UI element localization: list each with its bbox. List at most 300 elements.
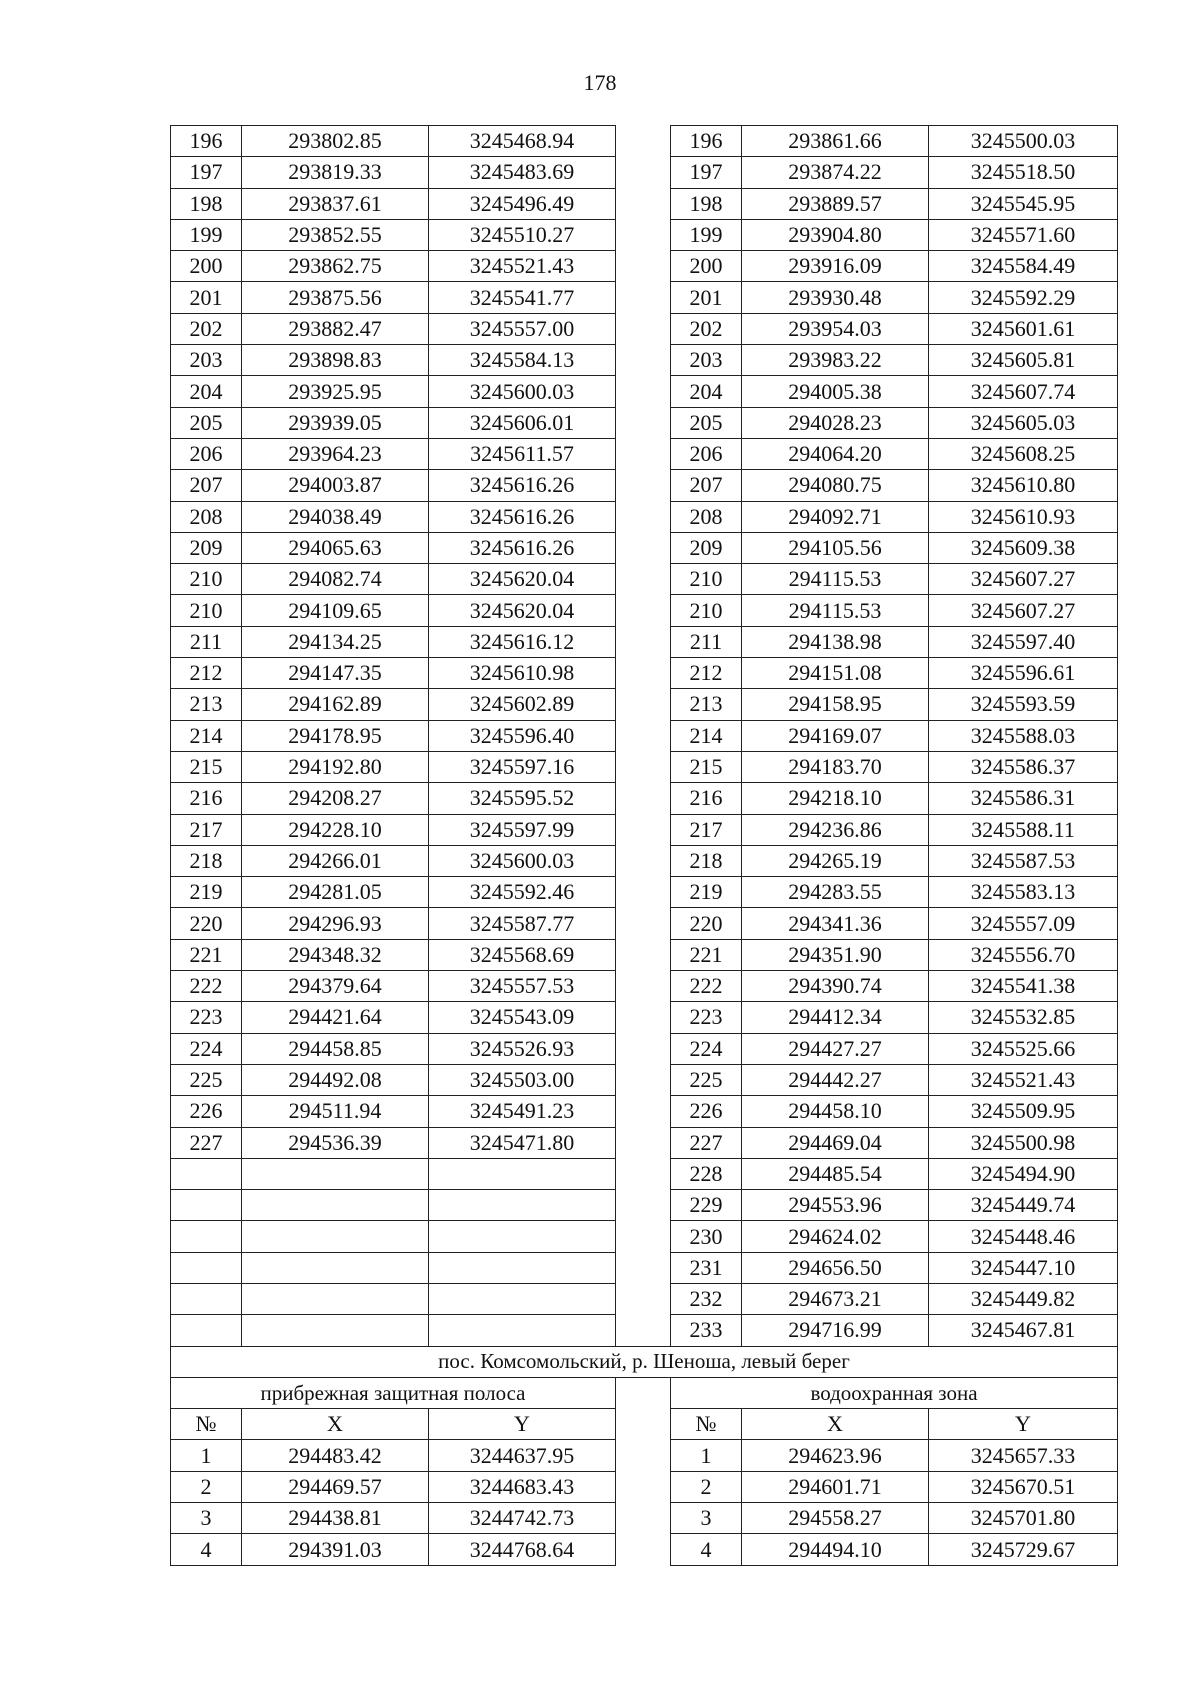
right-x-cell: 294115.53 <box>742 595 929 626</box>
left-y-header: Y <box>429 1409 616 1440</box>
left-x-cell: 293837.61 <box>242 188 429 219</box>
right-number-cell: 226 <box>671 1096 742 1127</box>
coordinate-row <box>171 1190 1118 1221</box>
right-y-cell: 3245605.03 <box>929 407 1118 438</box>
column-gap <box>616 1190 671 1221</box>
right-y-cell: 3245592.29 <box>929 282 1118 313</box>
right-number-cell: 210 <box>671 595 742 626</box>
coordinate-row <box>171 188 1118 219</box>
right-x-cell: 294390.74 <box>742 971 929 1002</box>
right-number-cell: 215 <box>671 751 742 782</box>
left-number-cell: 225 <box>171 1064 242 1095</box>
left-number-cell: 3 <box>171 1503 242 1534</box>
right-y-cell: 3245525.66 <box>929 1033 1118 1064</box>
right-number-cell: 1 <box>671 1440 742 1471</box>
right-y-cell: 3245607.27 <box>929 564 1118 595</box>
right-x-cell: 294169.07 <box>742 720 929 751</box>
right-x-cell: 293954.03 <box>742 313 929 344</box>
left-y-cell: 3245510.27 <box>429 219 616 250</box>
left-number-cell: 206 <box>171 438 242 469</box>
left-number-cell <box>171 1190 242 1221</box>
left-y-cell: 3245521.43 <box>429 251 616 282</box>
left-y-cell: 3245587.77 <box>429 908 616 939</box>
column-gap <box>616 595 671 626</box>
left-number-cell <box>171 1158 242 1189</box>
left-number-cell: 214 <box>171 720 242 751</box>
coordinate-row <box>171 595 1118 626</box>
right-x-cell: 294553.96 <box>742 1190 929 1221</box>
left-x-cell: 294003.87 <box>242 470 429 501</box>
right-number-cell: 220 <box>671 908 742 939</box>
left-y-cell: 3245611.57 <box>429 438 616 469</box>
coordinate-row <box>171 939 1118 970</box>
coordinate-row <box>171 1221 1118 1252</box>
right-y-cell: 3245541.38 <box>929 971 1118 1002</box>
right-x-cell: 294469.04 <box>742 1127 929 1158</box>
column-gap <box>616 157 671 188</box>
left-y-cell <box>429 1190 616 1221</box>
left-y-cell: 3245616.26 <box>429 501 616 532</box>
left-x-cell: 294162.89 <box>242 689 429 720</box>
left-y-cell: 3245606.01 <box>429 407 616 438</box>
right-number-cell: 209 <box>671 532 742 563</box>
right-number-cell: 230 <box>671 1221 742 1252</box>
right-number-cell: 207 <box>671 470 742 501</box>
left-x-cell: 294469.57 <box>242 1471 429 1502</box>
column-gap <box>616 313 671 344</box>
left-x-cell <box>242 1221 429 1252</box>
right-number-cell: 208 <box>671 501 742 532</box>
right-x-cell: 294138.98 <box>742 626 929 657</box>
right-number-cell: 202 <box>671 313 742 344</box>
right-y-cell: 3245509.95 <box>929 1096 1118 1127</box>
left-x-cell: 294147.35 <box>242 658 429 689</box>
left-y-cell: 3245503.00 <box>429 1064 616 1095</box>
column-gap <box>616 1033 671 1064</box>
right-x-cell: 294064.20 <box>742 438 929 469</box>
left-y-cell <box>429 1158 616 1189</box>
right-y-cell: 3245607.74 <box>929 376 1118 407</box>
left-y-cell: 3245600.03 <box>429 845 616 876</box>
left-x-cell: 294391.03 <box>242 1534 429 1565</box>
right-number-cell: 204 <box>671 376 742 407</box>
column-gap <box>616 908 671 939</box>
column-gap <box>616 1002 671 1033</box>
right-zone-caption: водоохранная зона <box>671 1377 1118 1408</box>
column-gap <box>616 345 671 376</box>
right-number-cell: 232 <box>671 1283 742 1314</box>
left-y-cell: 3245596.40 <box>429 720 616 751</box>
coordinate-row <box>171 564 1118 595</box>
coordinate-row <box>171 407 1118 438</box>
page-number: 178 <box>583 70 617 95</box>
right-x-cell: 294558.27 <box>742 1503 929 1534</box>
left-x-cell <box>242 1315 429 1346</box>
shore-coordinate-row <box>171 1440 1118 1471</box>
left-y-cell: 3245471.80 <box>429 1127 616 1158</box>
shore-coordinate-row <box>171 1503 1118 1534</box>
column-gap <box>616 1221 671 1252</box>
coordinate-row <box>171 689 1118 720</box>
left-y-cell: 3245496.49 <box>429 188 616 219</box>
left-number-cell: 202 <box>171 313 242 344</box>
coordinate-row <box>171 470 1118 501</box>
right-x-cell: 293930.48 <box>742 282 929 313</box>
left-x-cell: 293898.83 <box>242 345 429 376</box>
coordinate-row <box>171 1158 1118 1189</box>
coordinate-row <box>171 501 1118 532</box>
left-x-header: X <box>242 1409 429 1440</box>
right-x-cell: 294442.27 <box>742 1064 929 1095</box>
left-number-cell: 207 <box>171 470 242 501</box>
left-number-cell <box>171 1283 242 1314</box>
right-x-cell: 293916.09 <box>742 251 929 282</box>
column-gap <box>616 1315 671 1346</box>
left-number-cell: 217 <box>171 814 242 845</box>
coordinate-row <box>171 219 1118 250</box>
left-y-cell: 3245620.04 <box>429 564 616 595</box>
right-y-cell: 3245610.93 <box>929 501 1118 532</box>
left-x-cell: 294134.25 <box>242 626 429 657</box>
left-x-cell: 294296.93 <box>242 908 429 939</box>
column-gap <box>616 1283 671 1314</box>
lower-coordinates-body <box>171 1346 1118 1565</box>
left-y-cell: 3245616.26 <box>429 532 616 563</box>
right-x-cell: 294623.96 <box>742 1440 929 1471</box>
left-x-cell: 294492.08 <box>242 1064 429 1095</box>
right-y-cell: 3245518.50 <box>929 157 1118 188</box>
right-x-cell: 294105.56 <box>742 532 929 563</box>
column-header-row <box>171 1409 1118 1440</box>
column-gap <box>616 188 671 219</box>
coordinate-row <box>171 845 1118 876</box>
right-y-cell: 3245586.37 <box>929 751 1118 782</box>
left-number-cell: 212 <box>171 658 242 689</box>
left-y-cell: 3245597.16 <box>429 751 616 782</box>
right-y-cell: 3245494.90 <box>929 1158 1118 1189</box>
right-y-cell: 3245449.74 <box>929 1190 1118 1221</box>
right-number-cell: 2 <box>671 1471 742 1502</box>
right-y-cell: 3245729.67 <box>929 1534 1118 1565</box>
left-x-cell: 294208.27 <box>242 783 429 814</box>
coordinate-row <box>171 1252 1118 1283</box>
column-gap <box>616 626 671 657</box>
right-x-cell: 294656.50 <box>742 1252 929 1283</box>
left-y-cell: 3245491.23 <box>429 1096 616 1127</box>
coordinate-row <box>171 1002 1118 1033</box>
right-y-cell: 3245701.80 <box>929 1503 1118 1534</box>
column-gap <box>616 1158 671 1189</box>
left-y-cell: 3245597.99 <box>429 814 616 845</box>
right-y-cell: 3245607.27 <box>929 595 1118 626</box>
coordinate-row <box>171 783 1118 814</box>
left-x-cell: 294192.80 <box>242 751 429 782</box>
right-number-cell: 227 <box>671 1127 742 1158</box>
right-x-cell: 294218.10 <box>742 783 929 814</box>
left-y-cell: 3245541.77 <box>429 282 616 313</box>
left-x-cell: 293802.85 <box>242 126 429 157</box>
left-number-cell: 222 <box>171 971 242 1002</box>
right-x-cell: 294158.95 <box>742 689 929 720</box>
right-x-cell: 294265.19 <box>742 845 929 876</box>
left-x-cell: 294536.39 <box>242 1127 429 1158</box>
left-y-cell: 3245595.52 <box>429 783 616 814</box>
coordinate-row <box>171 1127 1118 1158</box>
column-gap <box>616 845 671 876</box>
right-y-cell: 3245571.60 <box>929 219 1118 250</box>
column-gap <box>616 1377 671 1408</box>
column-gap <box>616 720 671 751</box>
column-gap <box>616 1503 671 1534</box>
left-number-cell: 209 <box>171 532 242 563</box>
column-gap <box>616 501 671 532</box>
coordinate-row <box>171 658 1118 689</box>
left-y-cell: 3245616.26 <box>429 470 616 501</box>
left-y-cell: 3245543.09 <box>429 1002 616 1033</box>
left-x-cell: 294065.63 <box>242 532 429 563</box>
left-x-cell <box>242 1252 429 1283</box>
left-number-cell: 220 <box>171 908 242 939</box>
column-gap <box>616 1534 671 1565</box>
left-x-cell: 293939.05 <box>242 407 429 438</box>
right-number-cell: 199 <box>671 219 742 250</box>
right-number-cell: 200 <box>671 251 742 282</box>
right-number-cell: 225 <box>671 1064 742 1095</box>
column-gap <box>616 783 671 814</box>
right-number-cell: 229 <box>671 1190 742 1221</box>
section-title: пос. Комсомольский, р. Шеноша, левый берег <box>171 1346 1118 1377</box>
column-gap <box>616 877 671 908</box>
left-x-cell: 294109.65 <box>242 595 429 626</box>
left-number-cell: 211 <box>171 626 242 657</box>
right-number-cell: 203 <box>671 345 742 376</box>
right-number-header: № <box>671 1409 742 1440</box>
left-y-cell: 3245620.04 <box>429 595 616 626</box>
left-number-cell: 210 <box>171 595 242 626</box>
left-y-cell <box>429 1283 616 1314</box>
left-y-cell: 3245600.03 <box>429 376 616 407</box>
right-number-cell: 224 <box>671 1033 742 1064</box>
column-gap <box>616 1471 671 1502</box>
right-y-cell: 3245545.95 <box>929 188 1118 219</box>
right-y-header: Y <box>929 1409 1118 1440</box>
right-y-cell: 3245467.81 <box>929 1315 1118 1346</box>
right-y-cell: 3245608.25 <box>929 438 1118 469</box>
right-number-cell: 231 <box>671 1252 742 1283</box>
left-x-cell: 293862.75 <box>242 251 429 282</box>
right-x-cell: 294412.34 <box>742 1002 929 1033</box>
coordinate-row <box>171 376 1118 407</box>
left-x-cell: 293819.33 <box>242 157 429 188</box>
right-y-cell: 3245449.82 <box>929 1283 1118 1314</box>
right-y-cell: 3245583.13 <box>929 877 1118 908</box>
right-number-cell: 197 <box>671 157 742 188</box>
right-number-cell: 210 <box>671 564 742 595</box>
right-number-cell: 4 <box>671 1534 742 1565</box>
column-gap <box>616 1127 671 1158</box>
coordinate-row <box>171 751 1118 782</box>
left-x-cell: 294038.49 <box>242 501 429 532</box>
right-y-cell: 3245588.03 <box>929 720 1118 751</box>
right-y-cell: 3245556.70 <box>929 939 1118 970</box>
left-number-cell: 1 <box>171 1440 242 1471</box>
left-number-cell: 4 <box>171 1534 242 1565</box>
right-x-cell: 293861.66 <box>742 126 929 157</box>
left-number-cell: 200 <box>171 251 242 282</box>
left-number-cell: 219 <box>171 877 242 908</box>
column-gap <box>616 1409 671 1440</box>
right-number-cell: 218 <box>671 845 742 876</box>
right-y-cell: 3245596.61 <box>929 658 1118 689</box>
shore-coordinate-row <box>171 1471 1118 1502</box>
right-x-cell: 294624.02 <box>742 1221 929 1252</box>
right-y-cell: 3245500.98 <box>929 1127 1118 1158</box>
left-x-cell: 294438.81 <box>242 1503 429 1534</box>
coordinate-row <box>171 282 1118 313</box>
right-number-cell: 216 <box>671 783 742 814</box>
column-gap <box>616 939 671 970</box>
left-number-cell <box>171 1221 242 1252</box>
right-number-cell: 211 <box>671 626 742 657</box>
left-x-cell: 293882.47 <box>242 313 429 344</box>
column-gap <box>616 658 671 689</box>
left-number-cell: 227 <box>171 1127 242 1158</box>
left-x-cell: 294266.01 <box>242 845 429 876</box>
left-x-cell: 294281.05 <box>242 877 429 908</box>
left-x-cell <box>242 1283 429 1314</box>
right-x-cell: 294005.38 <box>742 376 929 407</box>
left-x-cell: 294483.42 <box>242 1440 429 1471</box>
right-y-cell: 3245609.38 <box>929 532 1118 563</box>
right-y-cell: 3245657.33 <box>929 1440 1118 1471</box>
left-number-cell: 223 <box>171 1002 242 1033</box>
column-gap <box>616 689 671 720</box>
coordinate-row <box>171 1096 1118 1127</box>
left-zone-caption: прибрежная защитная полоса <box>171 1377 616 1408</box>
coordinate-row <box>171 532 1118 563</box>
left-y-cell: 3245557.53 <box>429 971 616 1002</box>
left-y-cell <box>429 1221 616 1252</box>
coordinate-row <box>171 345 1118 376</box>
left-number-header: № <box>171 1409 242 1440</box>
right-number-cell: 196 <box>671 126 742 157</box>
left-number-cell: 208 <box>171 501 242 532</box>
right-number-cell: 222 <box>671 971 742 1002</box>
right-x-cell: 293983.22 <box>742 345 929 376</box>
left-number-cell: 218 <box>171 845 242 876</box>
right-y-cell: 3245500.03 <box>929 126 1118 157</box>
right-y-cell: 3245584.49 <box>929 251 1118 282</box>
coordinate-row <box>171 626 1118 657</box>
left-number-cell <box>171 1315 242 1346</box>
left-y-cell: 3245468.94 <box>429 126 616 157</box>
left-y-cell: 3245557.00 <box>429 313 616 344</box>
right-number-cell: 217 <box>671 814 742 845</box>
column-gap <box>616 438 671 469</box>
right-x-cell: 294080.75 <box>742 470 929 501</box>
left-x-cell: 293964.23 <box>242 438 429 469</box>
right-y-cell: 3245605.81 <box>929 345 1118 376</box>
left-y-cell: 3245584.13 <box>429 345 616 376</box>
left-number-cell: 199 <box>171 219 242 250</box>
left-number-cell: 221 <box>171 939 242 970</box>
left-x-cell <box>242 1190 429 1221</box>
right-number-cell: 233 <box>671 1315 742 1346</box>
right-y-cell: 3245597.40 <box>929 626 1118 657</box>
right-x-cell: 294601.71 <box>742 1471 929 1502</box>
column-gap <box>616 219 671 250</box>
left-y-cell: 3244683.43 <box>429 1471 616 1502</box>
right-y-cell: 3245601.61 <box>929 313 1118 344</box>
right-number-cell: 221 <box>671 939 742 970</box>
right-y-cell: 3245521.43 <box>929 1064 1118 1095</box>
left-x-cell: 293852.55 <box>242 219 429 250</box>
right-x-cell: 293889.57 <box>742 188 929 219</box>
right-y-cell: 3245586.31 <box>929 783 1118 814</box>
coordinate-row <box>171 313 1118 344</box>
column-gap <box>616 282 671 313</box>
right-x-cell: 294115.53 <box>742 564 929 595</box>
left-number-cell: 201 <box>171 282 242 313</box>
left-y-cell: 3244637.95 <box>429 1440 616 1471</box>
coordinate-row <box>171 438 1118 469</box>
coordinate-row <box>171 126 1118 157</box>
left-x-cell: 293925.95 <box>242 376 429 407</box>
left-x-cell <box>242 1158 429 1189</box>
left-number-cell: 204 <box>171 376 242 407</box>
left-x-cell: 294178.95 <box>242 720 429 751</box>
left-number-cell: 198 <box>171 188 242 219</box>
column-gap <box>616 971 671 1002</box>
left-y-cell: 3245602.89 <box>429 689 616 720</box>
right-x-cell: 294236.86 <box>742 814 929 845</box>
left-y-cell: 3245592.46 <box>429 877 616 908</box>
right-x-cell: 294494.10 <box>742 1534 929 1565</box>
column-gap <box>616 532 671 563</box>
upper-coordinates-body <box>171 126 1118 1347</box>
right-x-cell: 294716.99 <box>742 1315 929 1346</box>
left-number-cell: 226 <box>171 1096 242 1127</box>
left-y-cell: 3244768.64 <box>429 1534 616 1565</box>
left-x-cell: 294228.10 <box>242 814 429 845</box>
left-y-cell: 3245483.69 <box>429 157 616 188</box>
right-x-cell: 294485.54 <box>742 1158 929 1189</box>
right-y-cell: 3245447.10 <box>929 1252 1118 1283</box>
right-number-cell: 205 <box>671 407 742 438</box>
left-x-cell: 294379.64 <box>242 971 429 1002</box>
column-gap <box>616 126 671 157</box>
left-x-cell: 294421.64 <box>242 1002 429 1033</box>
column-gap <box>616 376 671 407</box>
right-y-cell: 3245670.51 <box>929 1471 1118 1502</box>
right-x-cell: 294283.55 <box>742 877 929 908</box>
left-x-cell: 294458.85 <box>242 1033 429 1064</box>
column-gap <box>616 1064 671 1095</box>
column-gap <box>616 1252 671 1283</box>
left-y-cell <box>429 1252 616 1283</box>
left-number-cell: 224 <box>171 1033 242 1064</box>
left-number-cell: 2 <box>171 1471 242 1502</box>
left-number-cell: 197 <box>171 157 242 188</box>
column-gap <box>616 1096 671 1127</box>
column-gap <box>616 470 671 501</box>
right-y-cell: 3245593.59 <box>929 689 1118 720</box>
column-gap <box>616 251 671 282</box>
left-number-cell: 196 <box>171 126 242 157</box>
right-number-cell: 213 <box>671 689 742 720</box>
zone-caption-row <box>171 1377 1118 1408</box>
right-x-header: X <box>742 1409 929 1440</box>
